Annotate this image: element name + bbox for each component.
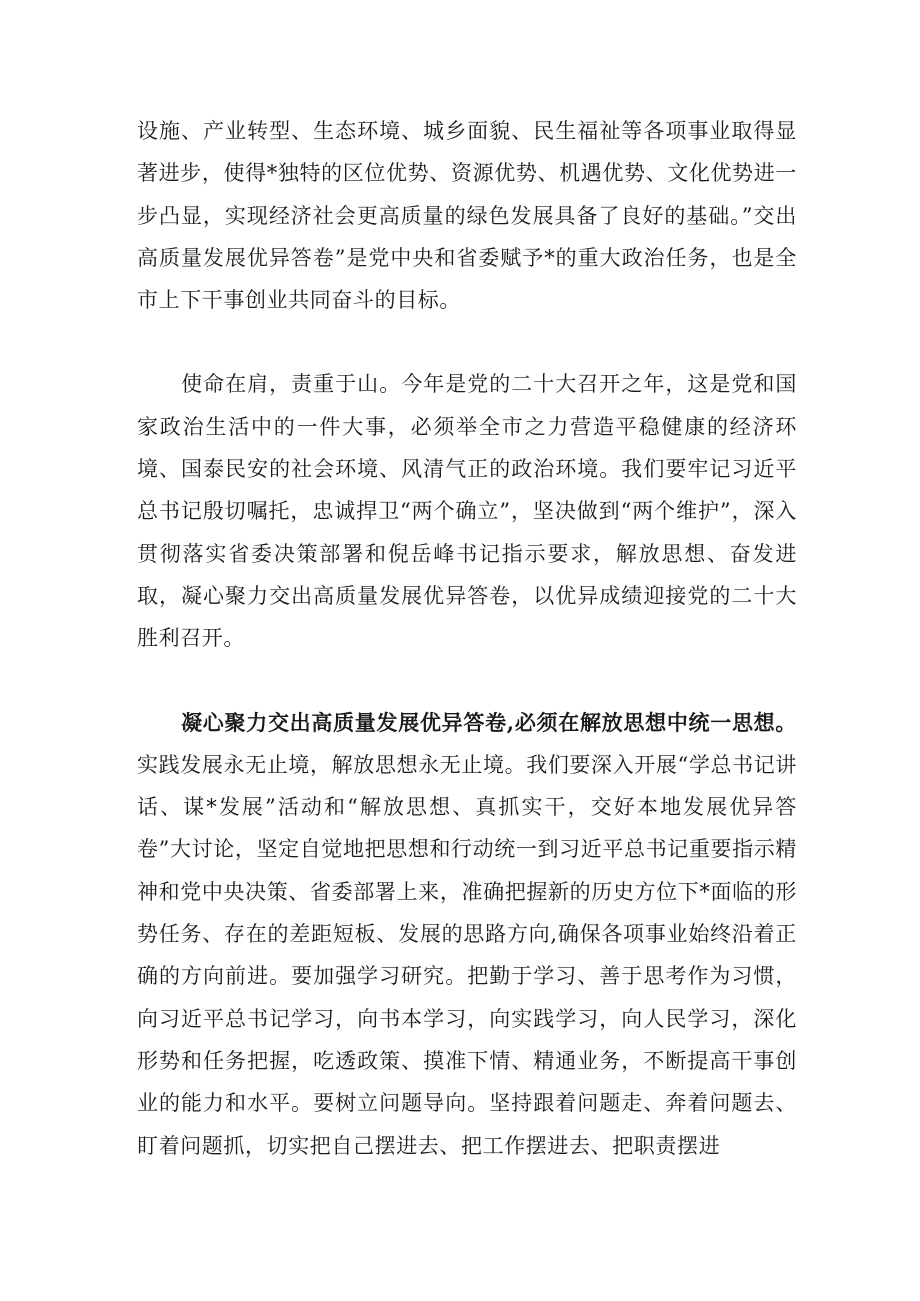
paragraph-3-lead: 凝心聚力交出高质量发展优异答卷,必须在解放思想中统一思想。 [181,709,797,735]
paragraph-gap [137,321,797,363]
paragraph-1 [137,110,797,321]
paragraph-3 [137,702,797,1167]
document-body [137,110,797,1167]
paragraph-gap [137,660,797,702]
paragraph-3-text: 实践发展永无止境，解放思想永无止境。我们要深入开展“学总书记讲话、谋*发展”活动和“解放思想、真抓实干，交好本地发展优异答卷”大讨论，坚定自觉地把思想和行动统一到习近平总书记重要指示精神和党中央决策、省委部署上来，准确把握新的历史方位下*面临的形势任务、存在的差距短板、发展的思路方向,确保各项事业始终沿着正确的方向前进。要加强学习研究。把勤于学习、善于思考作为习惯，向习近平总书记学习，向书本学习，向实践学习，向人民学习，深化形势和任务把握，吃透政策、摸准下情、精通业务，不断提高干事创业的能力和水平。要树立问题导向。坚持跟着问题走、奔着问题去、盯着问题抓，切实把自己摆进去、把工作摆进去、把职责摆进 [137,752,797,1158]
paragraph-1-text: 设施、产业转型、生态环境、城乡面貌、民生福祉等各项事业取得显著进步，使得*独特的区位优势、资源优势、机遇优势、文化优势进一步凸显，实现经济社会更高质量的绿色发展具备了良好的基础。”交出高质量发展优异答卷”是党中央和省委赋予*的重大政治任务，也是全市上下干事创业共同奋斗的目标。 [137,119,797,313]
paragraph-2-text: 使命在肩，责重于山。今年是党的二十大召开之年，这是党和国家政治生活中的一件大事，必须举全市之力营造平稳健康的经济环境、国泰民安的社会环境、风清气正的政治环境。我们要牢记习近平总书记殷切嘱托，忠诚捍卫“两个确立”，坚决做到“两个维护”，深入贯彻落实省委决策部署和倪岳峰书记指示要求，解放思想、奋发进取，凝心聚力交出高质量发展优异答卷，以优异成绩迎接党的二十大胜利召开。 [137,372,797,651]
paragraph-2 [137,363,797,659]
